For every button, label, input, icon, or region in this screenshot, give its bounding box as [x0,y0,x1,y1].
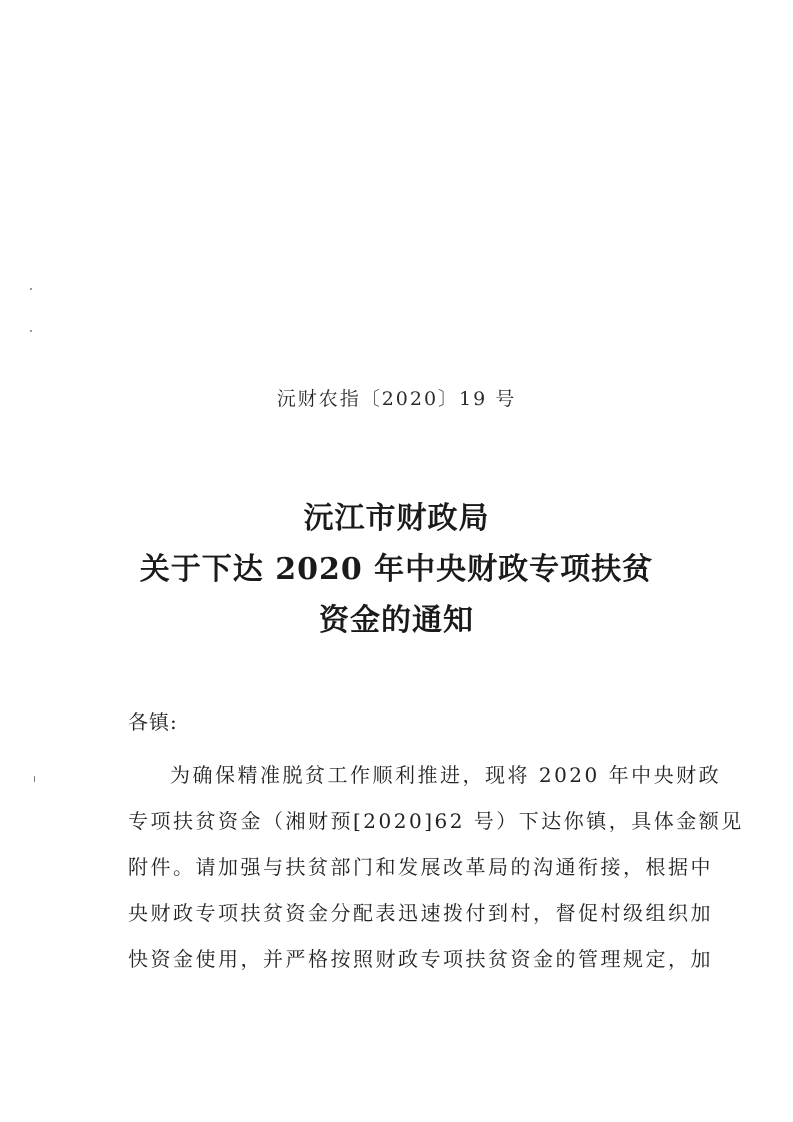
body-paragraph [128,752,744,982]
title-line: 关于下达 2020 年中央财政专项扶贫 [139,552,654,587]
body-line: 附件。请加强与扶贫部门和发展改革局的沟通衔接，根据中 [128,855,713,879]
body-line: 为确保精准脱贫工作顺利推进，现将 2020 年中央财政 [170,763,722,787]
body-line: 央财政专项扶贫资金分配表迅速拨付到村，督促村级组织加 [128,901,713,925]
salutation: 各镇: [128,710,178,734]
scan-speck [34,776,35,782]
document-title [0,493,793,646]
scan-speck [30,288,32,290]
document-number: 沅财农指〔2020〕19 号 [276,388,517,410]
body-line: 快资金使用，并严格按照财政专项扶贫资金的管理规定，加 [128,947,713,971]
title-line: 资金的通知 [319,603,474,638]
body-line: 专项扶贫资金（湘财预[2020]62 号）下达你镇，具体金额见 [128,809,744,833]
scan-speck [30,330,32,332]
title-line: 沅江市财政局 [303,501,490,536]
